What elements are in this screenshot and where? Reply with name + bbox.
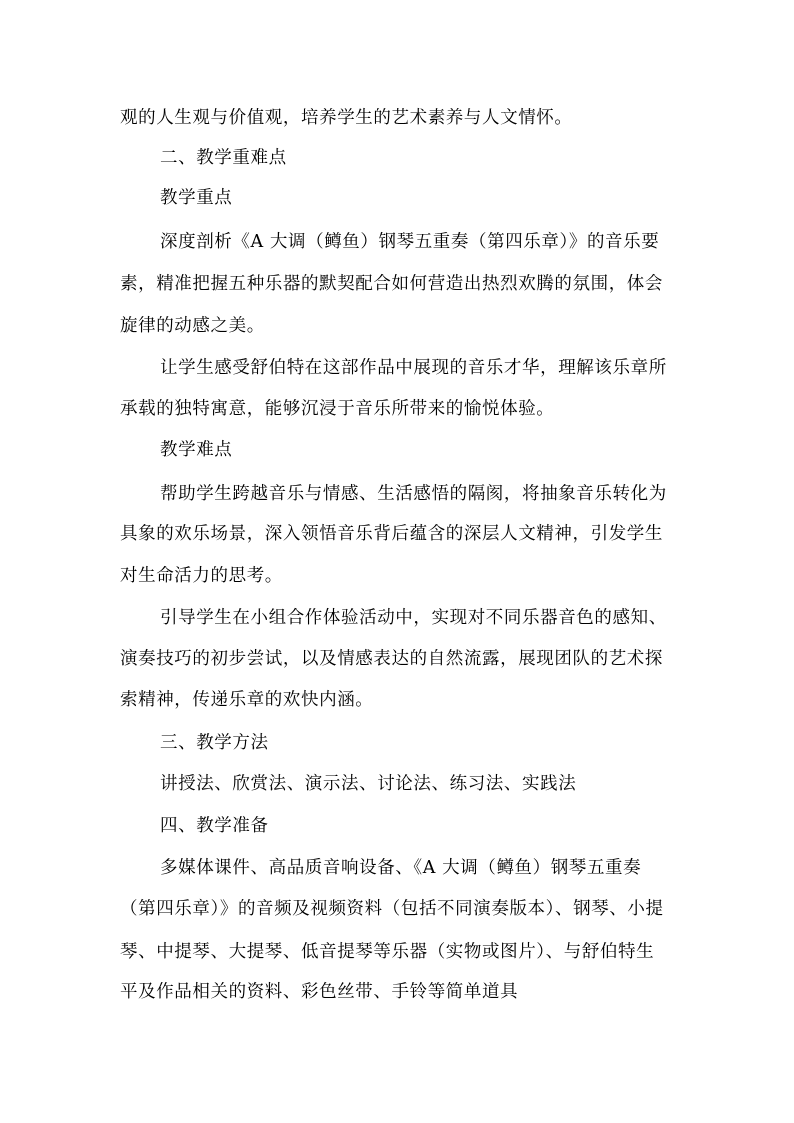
preparation-paragraph-line-4: 平及作品相关的资料、彩色丝带、手铃等简单道具 (120, 982, 519, 1002)
difficulty-paragraph-2-line-1: 引导学生在小组合作体验活动中，实现对不同乐器音色的感知、 (160, 608, 667, 628)
preparation-paragraph-line-3: 琴、中提琴、大提琴、低音提琴等乐器（实物或图片）、与舒伯特生 (120, 942, 655, 962)
preparation-paragraph-line-2: （第四乐章）》的音频及视频资料（包括不同演奏版本）、钢琴、小提 (120, 899, 664, 919)
focus-paragraph-1-line-2: 素，精准把握五种乐器的默契配合如何营造出热烈欢腾的氛围，体会 (120, 274, 663, 294)
focus-paragraph-2-line-2: 承载的独特寓意，能够沉浸于音乐所带来的愉悦体验。 (120, 399, 555, 419)
paragraph-continuation-line: 观的人生观与价值观，培养学生的艺术素养与人文情怀。 (120, 108, 573, 128)
subheading-teaching-difficulty: 教学难点 (160, 440, 233, 460)
difficulty-paragraph-1-line-2: 具象的欢乐场景，深入领悟音乐背后蕴含的深层人文精神，引发学生 (120, 524, 663, 544)
subheading-teaching-focus: 教学重点 (160, 188, 233, 208)
focus-paragraph-1-line-1: 深度剖析《A 大调（鳟鱼）钢琴五重奏（第四乐章）》的音乐要 (160, 232, 660, 252)
difficulty-paragraph-2-line-2: 演奏技巧的初步尝试，以及情感表达的自然流露，展现团队的艺术探 (120, 649, 663, 669)
section-heading-teaching-methods: 三、教学方法 (160, 733, 269, 753)
section-heading-teaching-preparation: 四、教学准备 (160, 816, 269, 836)
teaching-methods-list: 讲授法、欣赏法、演示法、讨论法、练习法、实践法 (160, 774, 577, 794)
difficulty-paragraph-1-line-3: 对生命活力的思考。 (120, 566, 283, 586)
focus-paragraph-2-line-1: 让学生感受舒伯特在这部作品中展现的音乐才华，理解该乐章所 (160, 358, 667, 378)
section-heading-key-difficult-points: 二、教学重难点 (160, 148, 287, 168)
preparation-paragraph-line-1: 多媒体课件、高品质音响设备、《A 大调（鳟鱼）钢琴五重奏 (160, 858, 642, 878)
focus-paragraph-1-line-3: 旋律的动感之美。 (120, 316, 265, 336)
difficulty-paragraph-1-line-1: 帮助学生跨越音乐与情感、生活感悟的隔阂，将抽象音乐转化为 (160, 484, 667, 504)
difficulty-paragraph-2-line-3: 索精神，传递乐章的欢快内涵。 (120, 690, 374, 710)
